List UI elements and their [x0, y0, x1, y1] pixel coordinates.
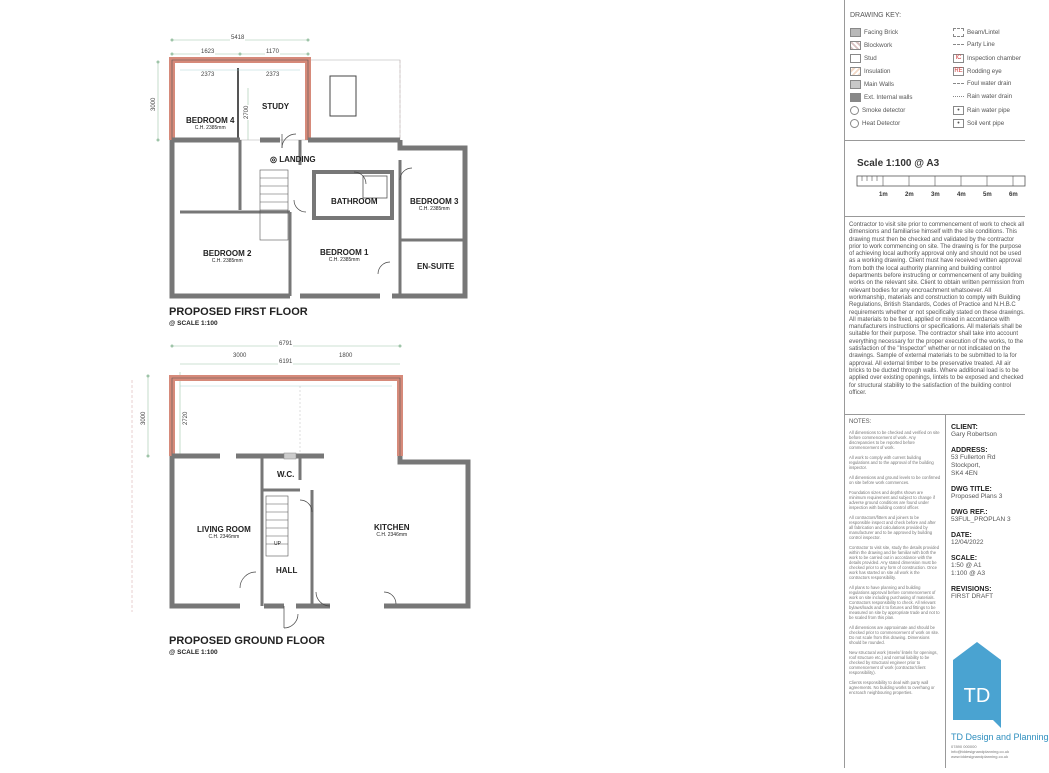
scale-bar [857, 176, 1025, 188]
date-label: DATE: [951, 532, 972, 539]
note-item: New structural work (steels/ lintels for openings, roof structure etc.) and normal liability to be checked by structural engineer prior to commencement of work (contractor/client responsibility). [849, 650, 938, 675]
room-en-suite: EN-SUITE [417, 262, 455, 271]
key-facing-brick: Facing Brick [850, 28, 898, 37]
drawing-key-title: DRAWING KEY: [850, 12, 902, 19]
swatch-icon [850, 54, 861, 63]
ff-dim-1: 1623 [201, 49, 215, 55]
room-bedroom-2: BEDROOM 2 C.H. 2385mm [203, 249, 252, 264]
note-item: Clients responsibility to deal with party wall agreements. No building works to overhang or encroach neighbouring properties. [849, 680, 935, 695]
room-wc: W.C. [277, 470, 295, 479]
room-living-room: LIVING ROOM C.H. 2346mm [197, 525, 251, 540]
key-party-line: Party Line [953, 41, 995, 48]
swatch-icon [850, 67, 861, 76]
scale-tick-5m: 5m [983, 192, 992, 198]
gf-dim-2: 1800 [339, 353, 353, 359]
gf-dim-1: 3000 [233, 353, 247, 359]
td-logo-icon [953, 642, 1005, 730]
note-item: Foundation sizes and depths shown are minimum requirement and subject to change if adverse ground conditions are found under inspection with building control officer. [849, 490, 935, 510]
gf-dim-4: 3000 [141, 411, 147, 425]
notes-title: NOTES: [849, 419, 872, 425]
smoke-detector-icon [850, 106, 859, 115]
ff-dim-4: 2373 [266, 72, 280, 78]
swatch-icon [850, 41, 861, 50]
company-name: TD Design and Planning [951, 732, 1049, 742]
gf-dim-3: 6191 [279, 359, 293, 365]
swatch-icon [850, 28, 861, 37]
key-rain-water-pipe: • Rain water pipe [953, 106, 1010, 115]
gf-dim-5: 2720 [183, 411, 189, 425]
note-item: All contractors/fitters and joiners to be responsible inspect and check before and after all fabrication and calculations provided by manufacturer and to be approved by building control inspector. [849, 515, 936, 540]
key-heat-detector: Heat Detector [850, 119, 900, 128]
contact-email: info@tddesignandplanning.co.uk [951, 749, 1010, 754]
scale-value: 1:50 @ A1 [951, 562, 982, 569]
address-line: 53 Fullerton Rd [951, 454, 996, 461]
room-landing: ◎ LANDING [270, 155, 316, 164]
divider [945, 414, 946, 768]
room-bathroom: BATHROOM [331, 197, 378, 206]
notes-column [849, 420, 941, 765]
soil-pipe-icon: • [953, 119, 964, 128]
rain-drain-icon [953, 96, 964, 97]
foul-drain-icon [953, 83, 964, 84]
swatch-icon [850, 80, 861, 89]
ground-floor-plan [172, 378, 468, 628]
inspection-chamber-icon: IC [953, 54, 964, 63]
contact-web: www.tddesignandplanning.co.uk [951, 754, 1009, 759]
key-smoke-detector: Smoke detector [850, 106, 905, 115]
note-item: All dimensions and ground levels to be confirmed on site before work commences. [849, 475, 941, 485]
ff-dim-3: 2373 [201, 72, 215, 78]
party-line-icon [953, 44, 964, 45]
room-study: STUDY [262, 102, 290, 111]
ground-floor-scale: @ SCALE 1:100 [169, 649, 218, 656]
dwg-title-label: DWG TITLE: [951, 486, 992, 493]
room-bedroom-4: BEDROOM 4 C.H. 2385mm [186, 116, 235, 131]
divider [845, 140, 1025, 141]
client-value: Gary Robertson [951, 431, 997, 438]
note-item: All plans to have planning and building regulations approval before commencement of work on site including purchasing of materials. Contractors responsibility to check. All relevant bylaws/loads and it to fixtures and fittings to be measured on site by appropriate trade and not to be scaled from this plan. [849, 585, 940, 620]
dwg-ref-label: DWG REF.: [951, 509, 988, 516]
gf-dim-overall: 6791 [279, 341, 293, 347]
key-insulation: Insulation [850, 67, 891, 76]
date-value: 12/04/2022 [951, 539, 984, 546]
title-block [844, 0, 1049, 768]
scale-tick-3m: 3m [931, 192, 940, 198]
note-item: All dimensions are approximate and should be checked prior to commencement of work on site. Do not scale from this drawing. Dimensions should be rounded. [849, 625, 940, 645]
first-floor-title: PROPOSED FIRST FLOOR [169, 306, 308, 318]
first-floor-scale: @ SCALE 1:100 [169, 320, 218, 327]
client-label: CLIENT: [951, 424, 978, 431]
rodding-eye-icon: RE [954, 68, 963, 74]
logo-initials: TD [963, 685, 991, 707]
scale-tick-6m: 6m [1009, 192, 1018, 198]
key-foul-water-drain: Foul water drain [953, 80, 1011, 87]
key-beam-lintel: Beam/Lintel [953, 28, 1000, 37]
room-hall: HALL [276, 566, 298, 575]
room-bedroom-1: BEDROOM 1 C.H. 2385mm [320, 248, 369, 263]
scale-tick-1m: 1m [879, 192, 888, 198]
address-label: ADDRESS: [951, 447, 988, 454]
scale-value: 1:100 @ A3 [951, 570, 986, 577]
key-soil-vent-pipe: • Soil vent pipe [953, 119, 1004, 128]
key-blockwork: Blockwork [850, 41, 892, 50]
scale-tick-4m: 4m [957, 192, 966, 198]
beam-icon [953, 28, 964, 37]
key-internal-walls: Ext. Internal walls [850, 93, 913, 102]
divider [845, 216, 1025, 217]
scale-label: SCALE: [951, 555, 978, 562]
swatch-icon [850, 93, 861, 102]
key-rodding-eye: RE Rodding eye [954, 68, 1002, 75]
project-info [951, 420, 1025, 601]
address-line: SK4 4EN [951, 470, 978, 477]
ff-dim-5: 3000 [151, 97, 157, 111]
stair-up-label: UP [274, 541, 281, 547]
dwg-ref-value: 53FUL_PROPLAN 3 [951, 516, 1011, 523]
scale-bar-title: Scale 1:100 @ A3 [857, 158, 940, 169]
revisions-value: FIRST DRAFT [951, 593, 994, 600]
note-item: All work to comply with current building regulations and to the approval of the building inspector. [849, 455, 934, 470]
revisions-label: REVISIONS: [951, 586, 992, 593]
scale-tick-2m: 2m [905, 192, 914, 198]
ff-dim-6: 2700 [244, 105, 250, 119]
key-main-walls: Main Walls [850, 80, 894, 89]
contact-details [951, 744, 1009, 759]
address-line: Stockport, [951, 462, 981, 469]
room-bedroom-3: BEDROOM 3 C.H. 2385mm [410, 197, 459, 212]
key-rain-water-drain: Rain water drain [953, 93, 1012, 100]
heat-detector-icon [850, 119, 859, 128]
contact-phone: 07890 000000 [951, 744, 977, 749]
note-item: Contractor to visit site, study the details provided within the drawing and be familiar with both the work to be carried out in accordance with the details provided. Any stated dimension must be checked prior to any form of construction. Once work has started on site all work is the contractors responsibility. [849, 545, 940, 580]
general-notes: Contractor to visit site prior to commencement of work to check all dimensions and familiarise himself with the site conditions. This drawing must then be checked and validated by the contractor prior to work commencing on site. The drawing is for the purpose of achieving local authority approval only and should not be used as a working drawing. Client must have received written approval from both the local authority planning and building control departments before instructing or commencement of any building works on the relevant site. Client to obtain written permission from relevant bodies for any encroachment whatsoever. All workmanship, materials and construction to comply with Building Regulations, British Standards, Codes of Practice and N.H.B.C requirements whether or not specifically stated on these drawings. All materials to be fixed, applied or mixed in accordance with manufacturers instructions or specifications. All materials shall be suitable for their purpose. The contractor shall take into account everything necessary for the proper execution of the works, to the satisfaction of the "Inspector" whether or not indicated on the drawings. Sample of external materials to be submitted to la for approval. All external timber to be preservative treated. All air bricks to be ducted through walls. Where additional load is to be applied over existing openings, lintels to be exposed and checked for structural stability to the satisfaction of the building control officer. [849, 222, 1025, 396]
rain-pipe-icon: • [953, 106, 964, 115]
ff-dim-2: 1170 [266, 49, 279, 55]
divider [845, 414, 1025, 415]
key-inspection-chamber: IC Inspection chamber [953, 54, 1021, 63]
room-kitchen: KITCHEN C.H. 2346mm [374, 523, 410, 538]
ff-dim-overall: 5418 [231, 35, 245, 41]
key-stud: Stud [850, 54, 877, 63]
dwg-title-value: Proposed Plans 3 [951, 493, 1003, 500]
note-item: All dimensions to be checked and verified on site before commencement of work. Any discrepancies to be reported before commencement of work. [849, 430, 940, 450]
ground-floor-title: PROPOSED GROUND FLOOR [169, 635, 325, 647]
